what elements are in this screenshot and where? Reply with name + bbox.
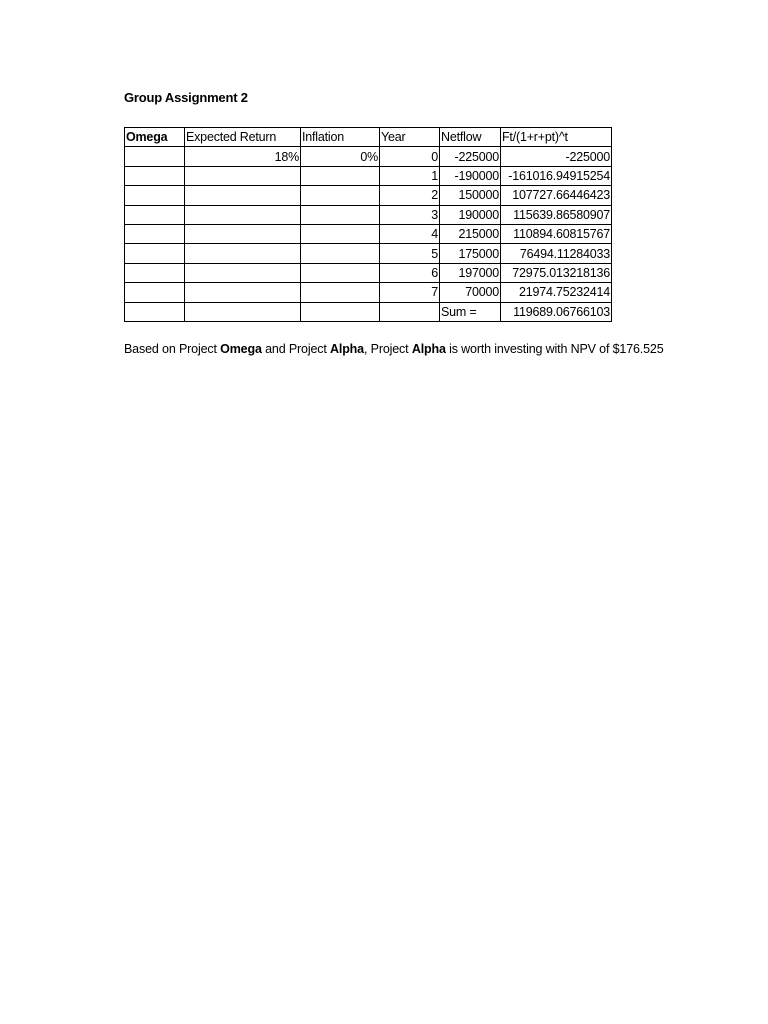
document-title: Group Assignment 2 [124, 90, 248, 105]
cell-project [125, 186, 185, 205]
cell-expected-return [185, 283, 301, 302]
cell-discounted-flow: 115639.86580907 [501, 205, 612, 224]
cell-inflation [301, 224, 380, 243]
sum-row [125, 302, 612, 321]
project-name-alpha: Alpha [330, 342, 364, 356]
sum-value: 119689.06766103 [501, 302, 612, 321]
cell-expected-return [185, 186, 301, 205]
cell-expected-return [185, 166, 301, 185]
cell-project [125, 283, 185, 302]
note-text: is worth investing with NPV of $176.525 [445, 342, 664, 356]
cell-year: 6 [380, 263, 440, 282]
cell-netflow: 175000 [440, 244, 501, 263]
cell-discounted-flow: 107727.66446423 [501, 186, 612, 205]
cell-inflation [301, 205, 380, 224]
header-inflation: Inflation [301, 128, 380, 147]
cell-inflation [301, 186, 380, 205]
cell-expected-return: 18% [185, 147, 301, 166]
cell-netflow: 215000 [440, 224, 501, 243]
cell-netflow: -190000 [440, 166, 501, 185]
cell-year: 3 [380, 205, 440, 224]
conclusion-text [124, 342, 667, 356]
npv-table [124, 127, 612, 322]
cell-project [125, 147, 185, 166]
cell-discounted-flow: -225000 [501, 147, 612, 166]
cell-year: 7 [380, 283, 440, 302]
table-header-row [125, 128, 612, 147]
header-project: Omega [125, 128, 185, 147]
project-name-omega: Omega [220, 342, 262, 356]
header-expected-return: Expected Return [185, 128, 301, 147]
cell-discounted-flow: 110894.60815767 [501, 224, 612, 243]
cell-inflation [301, 244, 380, 263]
cell-inflation [301, 166, 380, 185]
note-text: , Project [363, 342, 412, 356]
cell-project [125, 244, 185, 263]
cell-netflow: 150000 [440, 186, 501, 205]
cell-project [125, 263, 185, 282]
table-row [125, 205, 612, 224]
cell-discounted-flow: 21974.75232414 [501, 283, 612, 302]
table-row [125, 283, 612, 302]
cell-discounted-flow: 76494.11284033 [501, 244, 612, 263]
cell-netflow: 197000 [440, 263, 501, 282]
header-discounted-flow: Ft/(1+r+pt)^t [501, 128, 612, 147]
note-text: Based on Project [124, 342, 221, 356]
cell-netflow: 70000 [440, 283, 501, 302]
cell-project [125, 166, 185, 185]
cell-expected-return [185, 205, 301, 224]
cell-year: 5 [380, 244, 440, 263]
table-row [125, 166, 612, 185]
cell-inflation [301, 283, 380, 302]
note-text: and Project [261, 342, 330, 356]
header-year: Year [380, 128, 440, 147]
cell-year: 0 [380, 147, 440, 166]
project-name-alpha: Alpha [411, 342, 446, 356]
cell-project [125, 205, 185, 224]
cell-inflation [301, 263, 380, 282]
table-row [125, 224, 612, 243]
cell-discounted-flow: -161016.94915254 [501, 166, 612, 185]
table-row [125, 263, 612, 282]
cell-empty [380, 302, 440, 321]
sum-label: Sum = [440, 302, 501, 321]
cell-empty [301, 302, 380, 321]
cell-expected-return [185, 263, 301, 282]
cell-year: 1 [380, 166, 440, 185]
cell-year: 2 [380, 186, 440, 205]
header-netflow: Netflow [440, 128, 501, 147]
cell-inflation: 0% [301, 147, 380, 166]
table-row [125, 244, 612, 263]
cell-empty [185, 302, 301, 321]
cell-expected-return [185, 244, 301, 263]
cell-netflow: 190000 [440, 205, 501, 224]
cell-netflow: -225000 [440, 147, 501, 166]
cell-empty [125, 302, 185, 321]
cell-discounted-flow: 72975.013218136 [501, 263, 612, 282]
table-row [125, 147, 612, 166]
cell-year: 4 [380, 224, 440, 243]
table-row [125, 186, 612, 205]
cell-expected-return [185, 224, 301, 243]
cell-project [125, 224, 185, 243]
